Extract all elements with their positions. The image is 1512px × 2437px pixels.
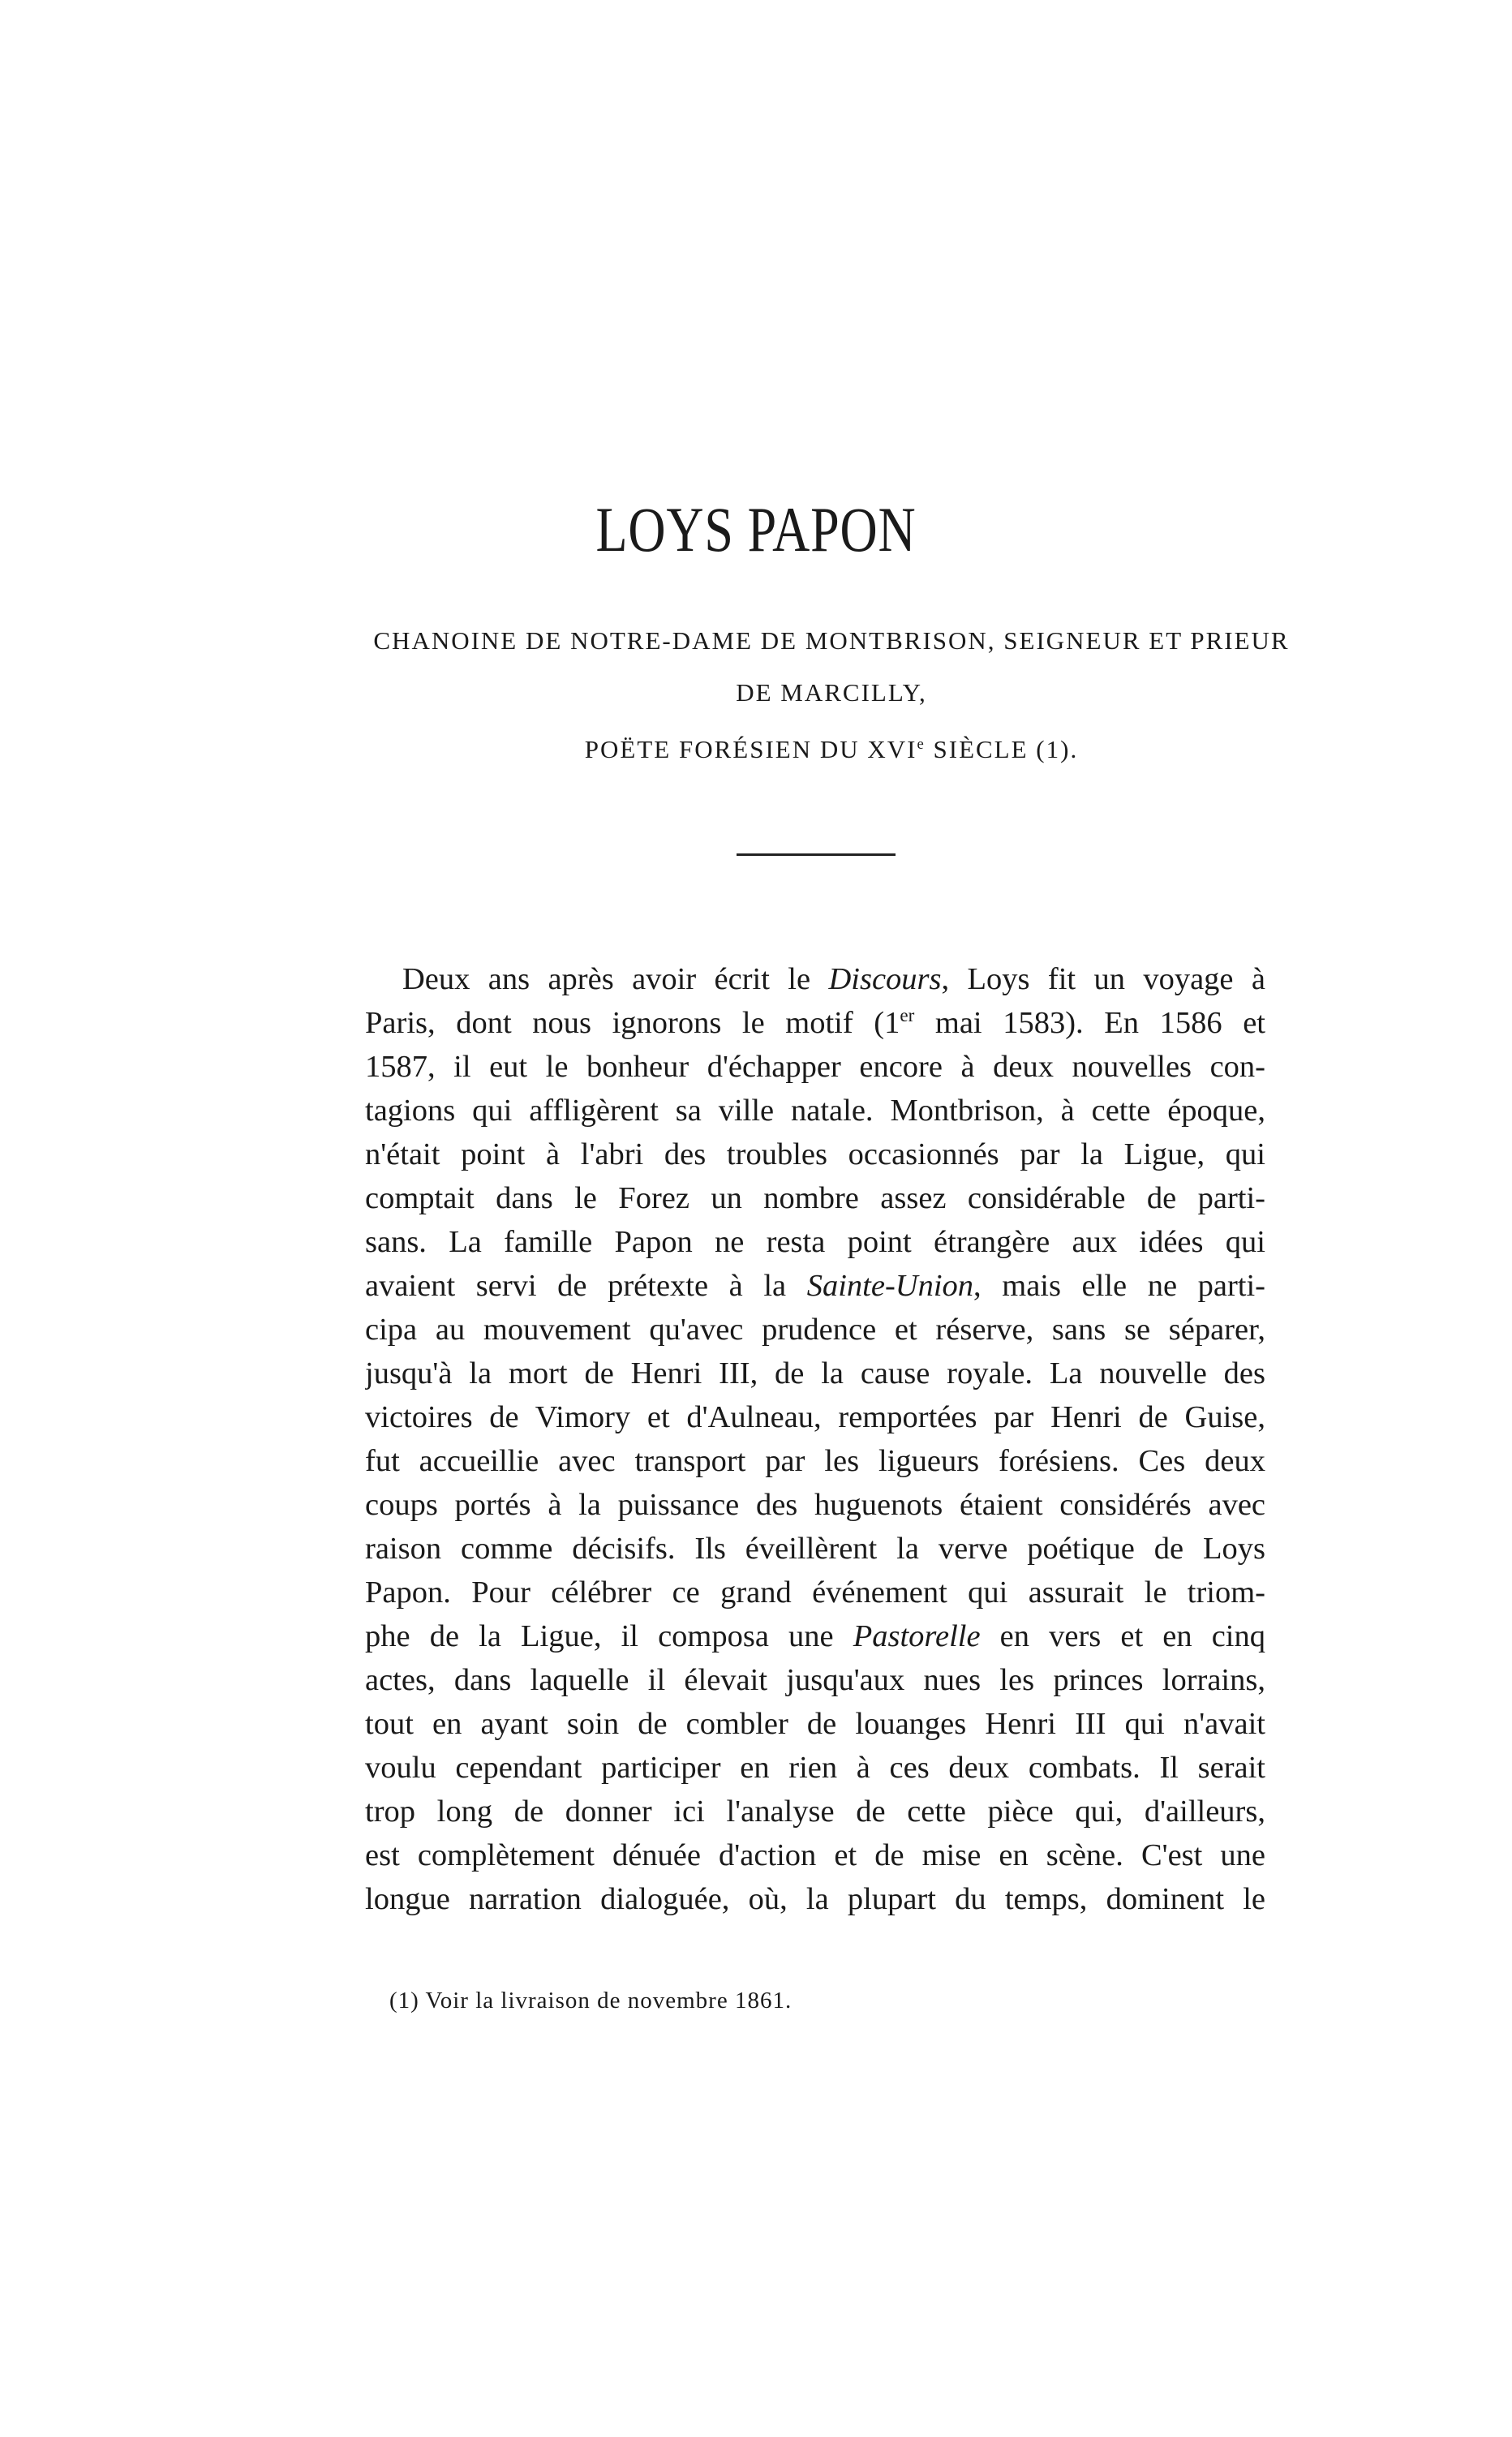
text-line: longue narration dialoguée, où, la plupart du temps, dominent le <box>365 1882 1265 1916</box>
text-line <box>365 1614 1265 1658</box>
subtitle-line-2 <box>373 678 1290 707</box>
subtitle-line-3-before: POËTE FORÉSIEN DU XVI <box>584 735 917 763</box>
subtitle-line-3-sup: e <box>917 735 926 753</box>
text-line: victoires de Vimory et d'Aulneau, remportées par Henri de Guise, <box>365 1400 1265 1434</box>
body-paragraph <box>365 957 1265 1921</box>
text-line <box>365 1001 1265 1045</box>
subtitle-line-2-text: DE MARCILLY, <box>736 678 927 707</box>
text-line: Papon. Pour célébrer ce grand événement qui assurait le triom- <box>365 1575 1265 1610</box>
text-line: coups portés à la puissance des huguenots étaient considérés avec <box>365 1488 1265 1522</box>
text-segment: phe de la Ligue, il composa une <box>365 1619 853 1653</box>
superscript: er <box>900 1004 915 1026</box>
text-line: raison comme décisifs. Ils éveillèrent la verve poétique de Loys <box>365 1532 1265 1566</box>
text-line: tout en ayant soin de combler de louanges Henri III qui n'avait <box>365 1707 1265 1741</box>
footnote: (1) Voir la livraison de novembre 1861. <box>389 1988 793 2014</box>
text-segment: avaient servi de prétexte à la <box>365 1269 807 1303</box>
italic-title: Discours <box>828 962 942 996</box>
page-title: LOYS PAPON <box>595 494 917 565</box>
text-line: actes, dans laquelle il élevait jusqu'aux nues les princes lorrains, <box>365 1663 1265 1697</box>
separator-rule <box>737 853 896 856</box>
text-line: comptait dans le Forez un nombre assez considérable de parti- <box>365 1181 1265 1215</box>
italic-term: Sainte-Union <box>806 1269 974 1303</box>
text-line: sans. La famille Papon ne resta point étrangère aux idées qui <box>365 1225 1265 1259</box>
subtitle-line-1-text: CHANOINE DE NOTRE-DAME DE MONTBRISON, SEIGNEUR ET PRIEUR <box>373 626 1290 655</box>
subtitle-line-1 <box>373 626 1290 655</box>
text-line: voulu cependant participer en rien à ces deux combats. Il serait <box>365 1751 1265 1785</box>
text-line: fut accueillie avec transport par les ligueurs forésiens. Ces deux <box>365 1444 1265 1478</box>
text-line: cipa au mouvement qu'avec prudence et réserve, sans se séparer, <box>365 1313 1265 1347</box>
text-line: n'était point à l'abri des troubles occasionnés par la Ligue, qui <box>365 1137 1265 1171</box>
text-segment: , Loys fit un voyage à <box>941 962 1265 996</box>
subtitle-line-3-after: SIÈCLE (1). <box>925 735 1079 763</box>
text-segment: Deux ans après avoir écrit le <box>402 962 829 996</box>
subtitle-line-3 <box>373 735 1290 764</box>
text-line: trop long de donner ici l'analyse de cette pièce qui, d'ailleurs, <box>365 1794 1265 1829</box>
text-segment: Paris, dont nous ignorons le motif (1 <box>365 1006 900 1040</box>
text-segment: mai 1583). En 1586 et <box>914 1006 1265 1040</box>
text-line: est complètement dénuée d'action et de mise en scène. C'est une <box>365 1838 1265 1872</box>
text-line: 1587, il eut le bonheur d'échapper encore à deux nouvelles con- <box>365 1050 1265 1084</box>
text-line: jusqu'à la mort de Henri III, de la cause royale. La nouvelle des <box>365 1356 1265 1390</box>
text-line: tagions qui affligèrent sa ville natale. Montbrison, à cette époque, <box>365 1094 1265 1128</box>
text-line <box>365 957 1265 1001</box>
text-segment: en vers et en cinq <box>980 1619 1265 1653</box>
text-segment: , mais elle ne parti- <box>973 1269 1265 1303</box>
italic-title: Pastorelle <box>853 1619 981 1653</box>
text-line <box>365 1264 1265 1308</box>
